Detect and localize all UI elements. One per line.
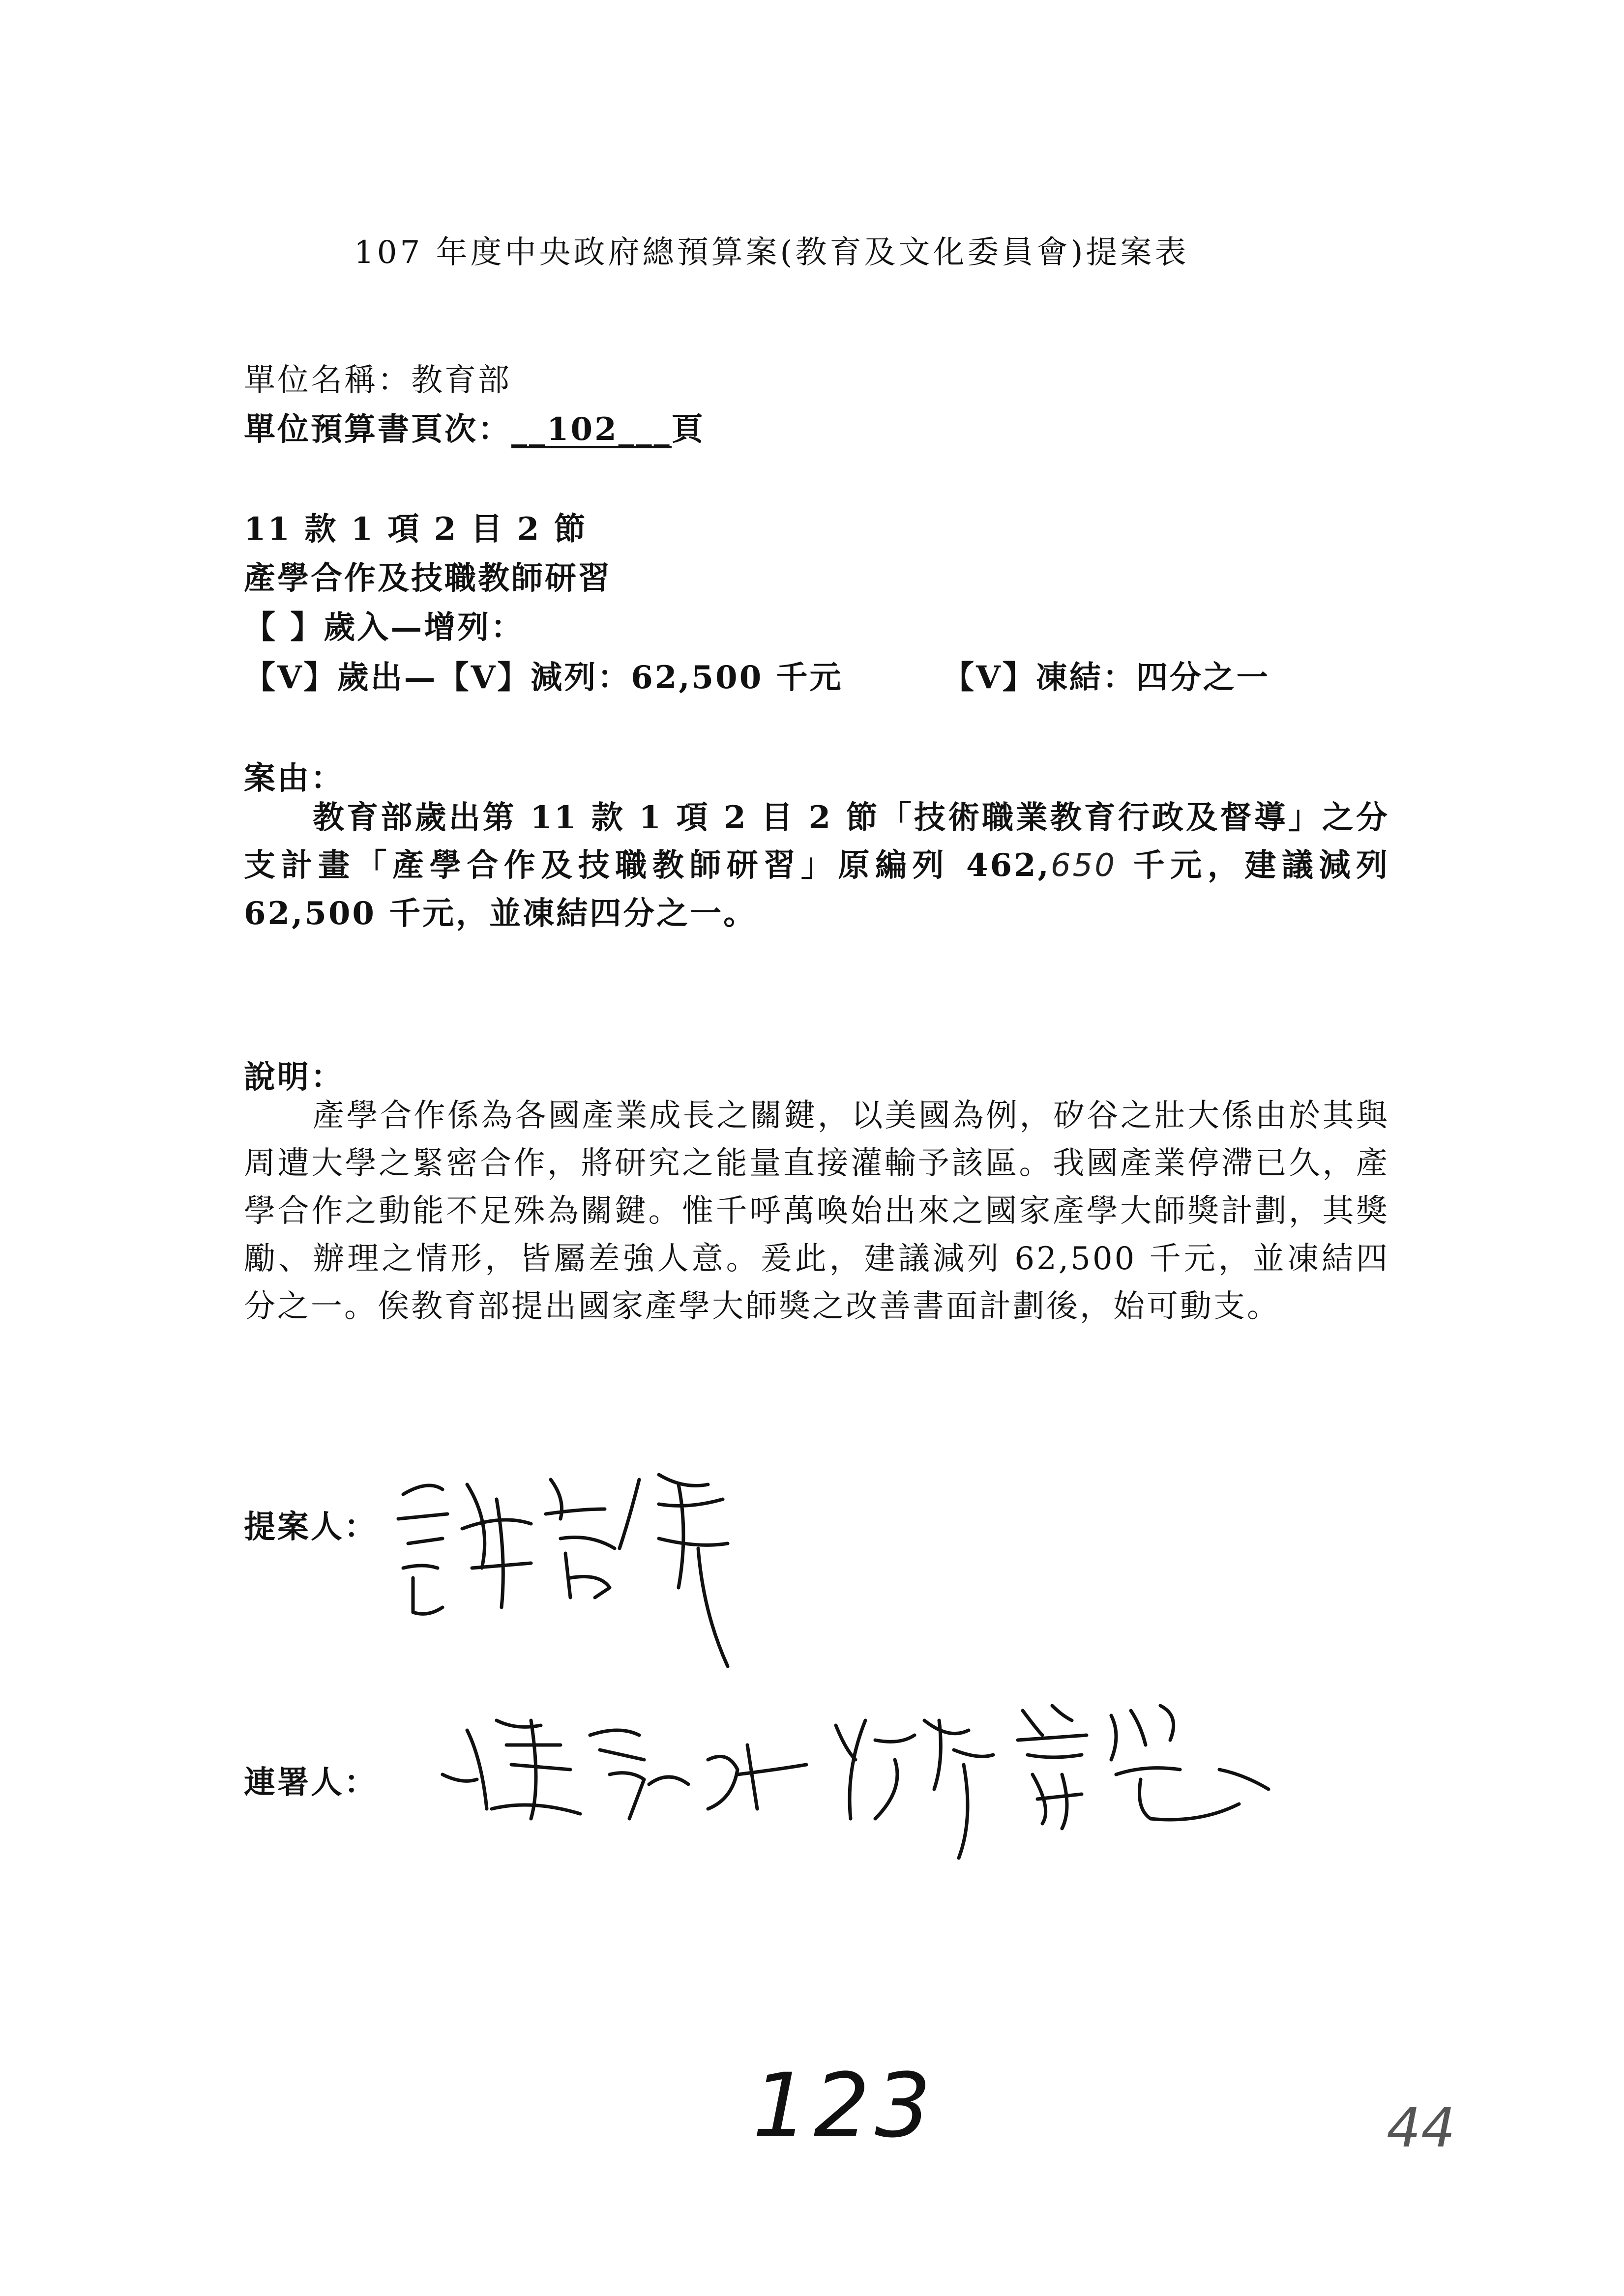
document-title: 107 年度中央政府總預算案(教育及文化委員會)提案表: [354, 234, 1189, 271]
expense-reduction: 【V】歲出—【V】減列：62,500 千元: [244, 659, 843, 696]
reason-handwritten-amount: 650: [1050, 847, 1117, 884]
reason-text-part1: 教育部歲出第 11 款 1 項 2 目 2 節「技術職業教育行政及督導」之分支計畫「產學合作及技職教師研習」原編列 462,: [244, 799, 1389, 884]
corner-page-number: 44: [1387, 2096, 1455, 2159]
reason-heading: 案由：: [244, 760, 344, 797]
reason-paragraph: [244, 794, 1389, 937]
item-code: 11 款 1 項 2 目 2 節: [244, 511, 588, 548]
explanation-heading: 說明：: [244, 1059, 344, 1096]
reason-text-part2: 千元，建議減列 62,500 千元，並凍結四分之一。: [244, 847, 1390, 932]
budget-page-line: [244, 404, 705, 449]
explanation-paragraph: 產學合作係為各國產業成長之關鍵，以美國為例，矽谷之壯大係由於其與周遭大學之緊密合作，將研究之能量直接灌輸予該區。我國產業停滯已久，產學合作之動能不足殊為關鍵。惟千呼萬喚始出來之國家產學大師獎計劃，其獎勵、辦理之情形，皆屬差強人意。爰此，建議減列 62,500 千元，並凍結四分之一。俟教育部提出國家產學大師獎之改善書面計劃後，始可動支。: [244, 1098, 1389, 1325]
income-line: 【 】歲入—增列：: [244, 609, 525, 646]
expense-freeze: 【V】凍結：四分之一: [943, 659, 1270, 696]
budget-page-prefix: 單位預算書頁次：: [244, 411, 511, 448]
handwritten-page-number: 123: [752, 2055, 936, 2157]
expense-line: [244, 652, 1270, 698]
item-name: 產學合作及技職教師研習: [244, 560, 612, 597]
unit-name: 單位名稱：教育部: [244, 362, 511, 399]
budget-page-number: __102___: [511, 411, 672, 448]
cosigner-label: 連署人：: [244, 1764, 378, 1801]
budget-page-suffix: 頁: [671, 411, 705, 448]
proposer-label: 提案人：: [244, 1509, 378, 1545]
cosigner-signatures: [433, 1661, 1308, 1868]
